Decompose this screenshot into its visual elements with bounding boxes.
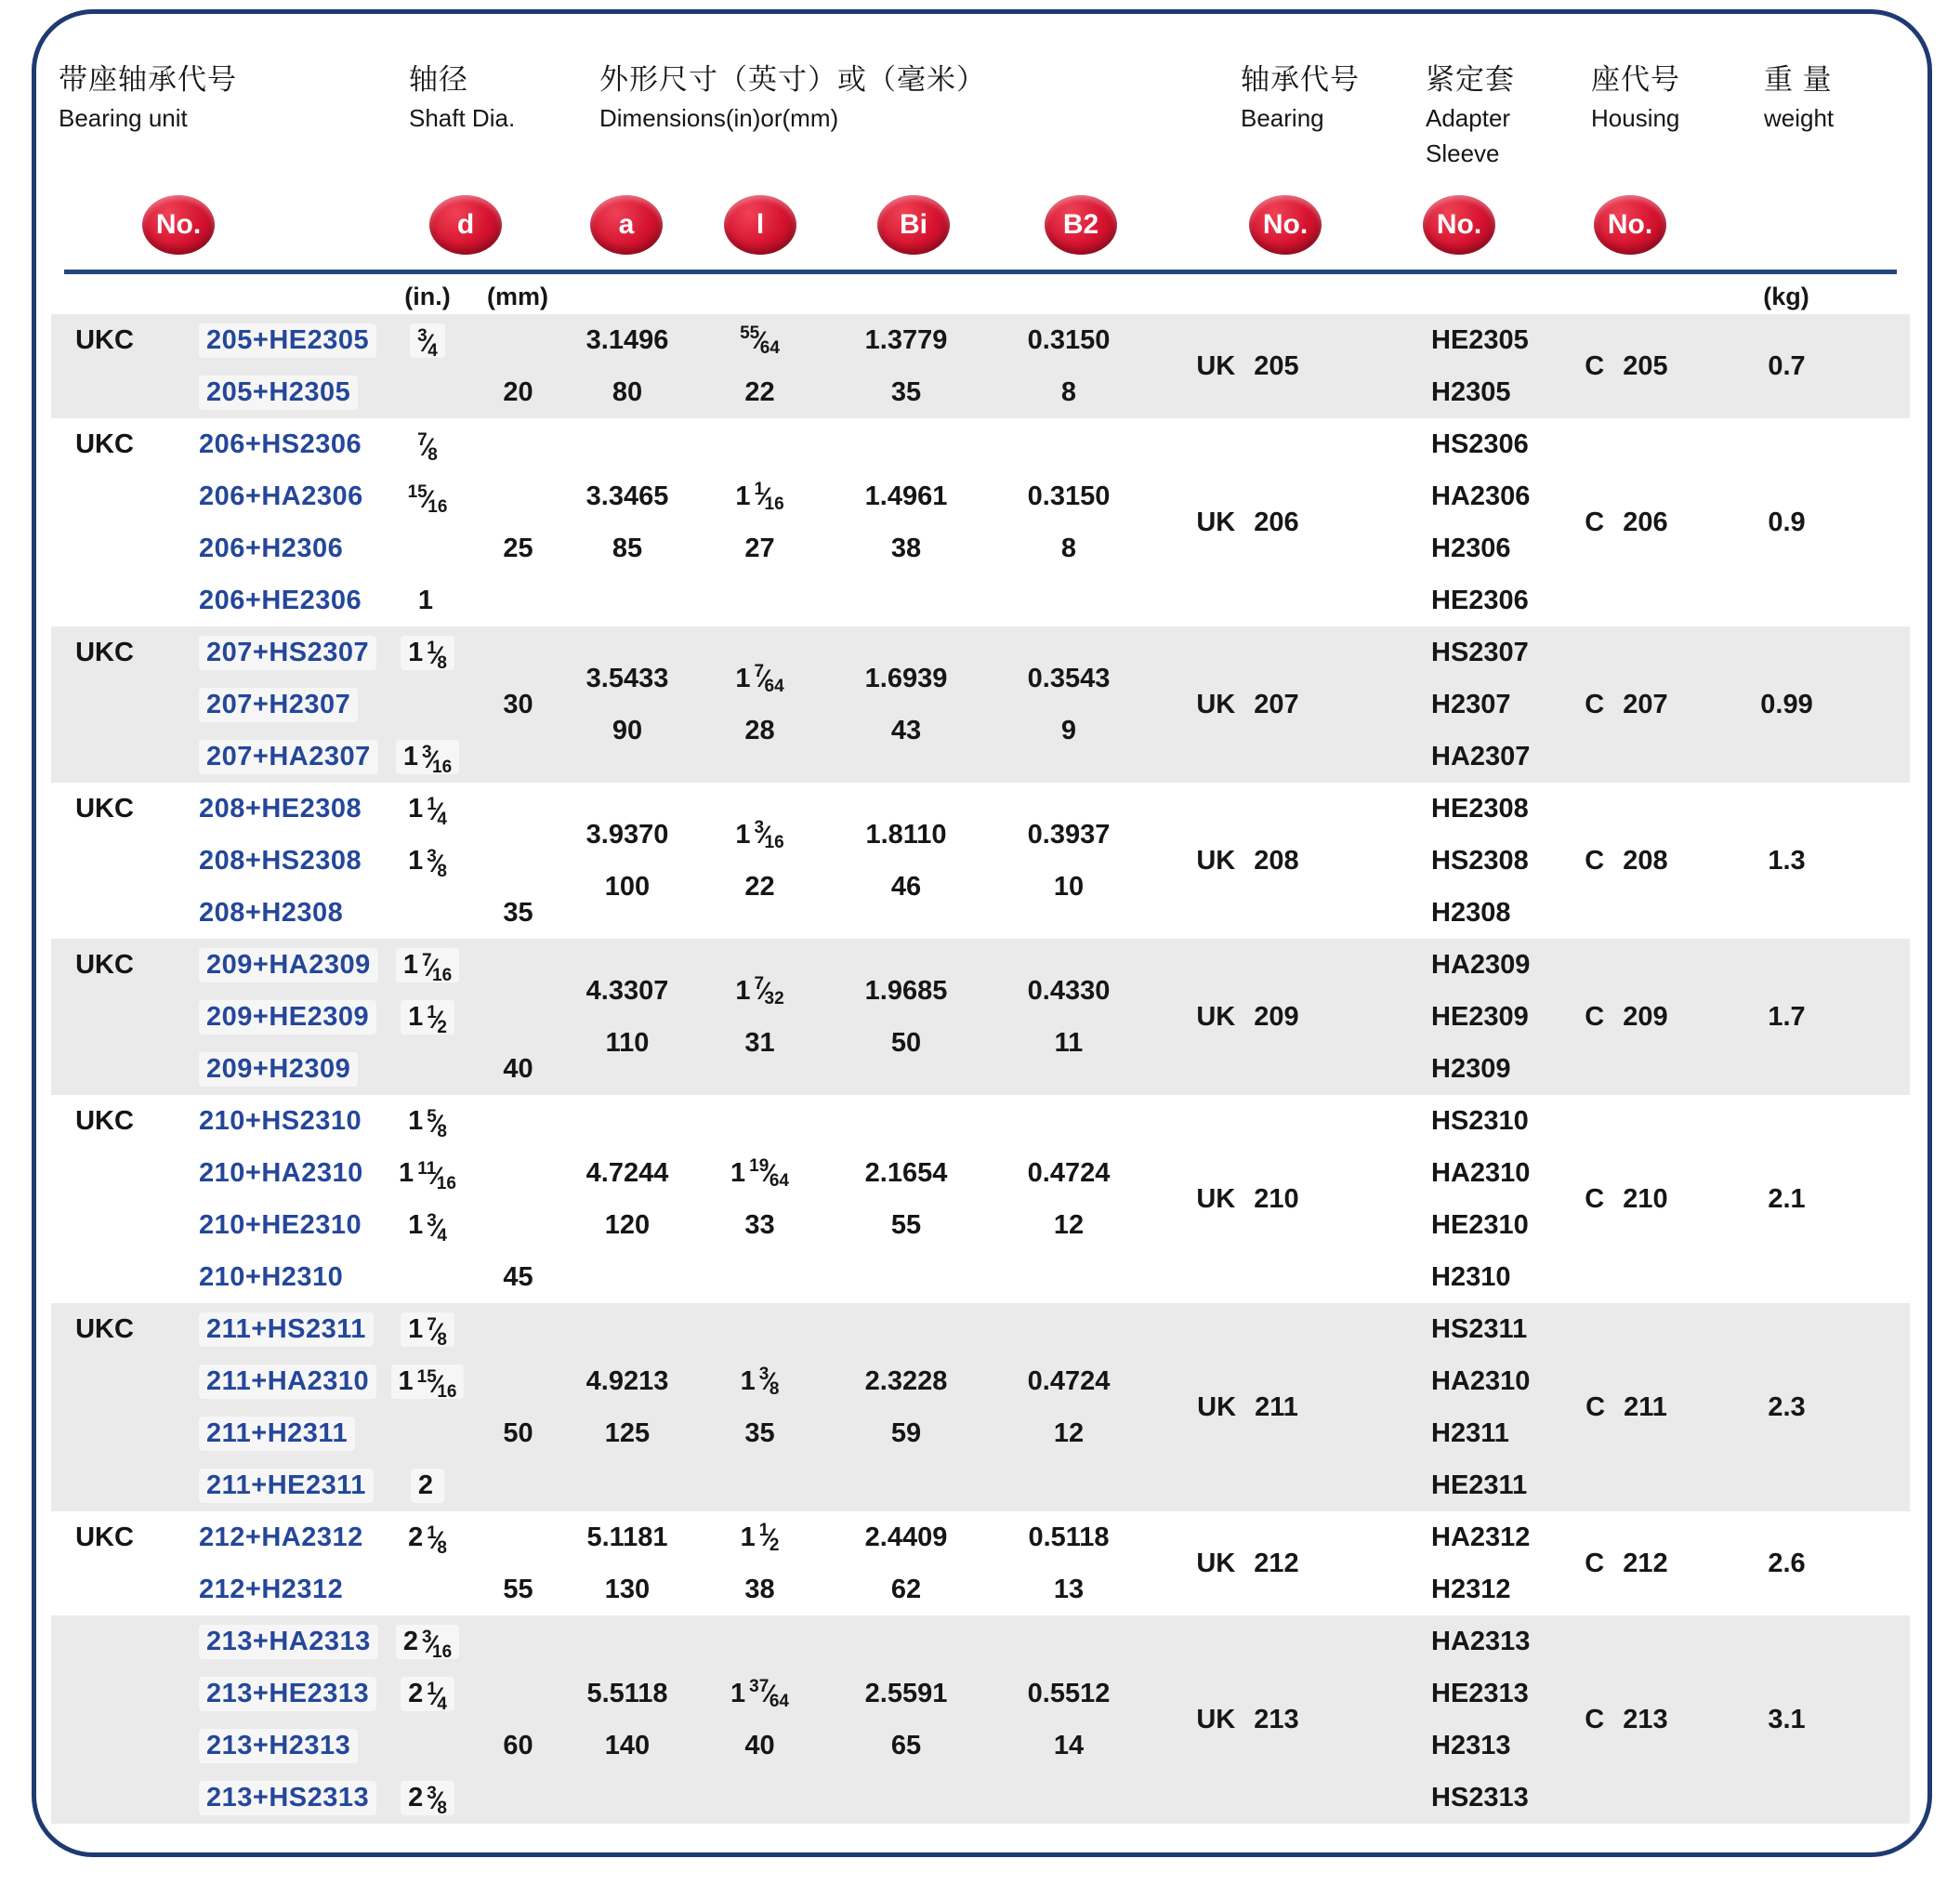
shaft-dia-in: 1 3 ⁄ 4 bbox=[408, 1209, 447, 1246]
dim-a-mm: 85 bbox=[612, 533, 643, 563]
dim-l bbox=[697, 783, 822, 939]
bearing-unit-no: 210+HE2310 bbox=[199, 1209, 362, 1240]
dim-a-inch: 3.9370 bbox=[585, 819, 669, 850]
bearing-no: UK 212 bbox=[1196, 1548, 1299, 1578]
dim-l-inch: 1 19 ⁄ 64 bbox=[730, 1155, 789, 1191]
adapter-sleeve-no: H2309 bbox=[1431, 1053, 1511, 1084]
dim-b2 bbox=[990, 939, 1148, 1095]
shaft-dia-in: 1 7 ⁄ 8 bbox=[376, 1303, 479, 1355]
adapter-sleeve-no: HS2306 bbox=[1431, 428, 1529, 459]
dim-b2 bbox=[990, 314, 1148, 418]
bearing-group-uk-205 bbox=[51, 314, 1910, 418]
dim-bi-mm: 59 bbox=[890, 1417, 922, 1448]
shaft-dia-in: 1 1 ⁄ 8 bbox=[376, 626, 479, 679]
dim-b2 bbox=[990, 418, 1148, 626]
housing-no: C 208 bbox=[1585, 845, 1668, 876]
dim-l bbox=[697, 1511, 822, 1615]
dim-a-mm: 100 bbox=[604, 871, 651, 902]
bearing-unit-no: 206+HE2306 bbox=[199, 585, 362, 615]
bearing-no: UK 206 bbox=[1196, 507, 1299, 537]
dim-l bbox=[697, 626, 822, 783]
page-content bbox=[51, 43, 1910, 1824]
shaft-dia-mm: 25 bbox=[503, 533, 533, 563]
shaft-dia-mm: 55 bbox=[503, 1574, 533, 1604]
header-bearing-en: Bearing bbox=[1241, 104, 1324, 132]
housing-no: C 211 bbox=[1585, 1391, 1667, 1422]
dim-b2 bbox=[990, 1095, 1148, 1303]
bearing-group-uk-206 bbox=[51, 418, 1910, 626]
dim-a bbox=[558, 418, 697, 626]
dim-a-mm: 140 bbox=[604, 1730, 651, 1760]
adapter-sleeve-no: HA2312 bbox=[1431, 1522, 1531, 1552]
weight-kg: 3.1 bbox=[1768, 1704, 1806, 1734]
shaft-dia-mm: 60 bbox=[503, 1730, 533, 1760]
dim-l bbox=[697, 418, 822, 626]
dim-l-mm: 38 bbox=[744, 1574, 775, 1604]
dim-a-inch: 4.3307 bbox=[585, 975, 669, 1006]
dim-bi bbox=[822, 939, 990, 1095]
header-housing-en: Housing bbox=[1591, 104, 1680, 132]
adapter-sleeve-no: HS2311 bbox=[1431, 1313, 1528, 1344]
bearing-no: UK 208 bbox=[1196, 845, 1299, 876]
dim-b2-inch: 0.4724 bbox=[1027, 1365, 1111, 1396]
dim-b2-inch: 0.4330 bbox=[1027, 975, 1111, 1006]
header-housing bbox=[1591, 56, 1680, 133]
weight-kg: 0.99 bbox=[1760, 689, 1813, 719]
adapter-sleeve-no: HS2313 bbox=[1431, 1782, 1529, 1812]
bearing-unit-no: 209+HA2309 bbox=[158, 939, 376, 991]
bearing-unit-no: 211+H2311 bbox=[158, 1407, 376, 1459]
dim-bi bbox=[822, 1511, 990, 1615]
dim-l-inch: 1 37 ⁄ 64 bbox=[730, 1676, 789, 1711]
badge-sleeve-no-icon: No. bbox=[1423, 195, 1495, 255]
header-adapter-sleeve bbox=[1426, 56, 1515, 168]
shaft-dia-in: 1 1 ⁄ 4 bbox=[408, 793, 447, 829]
bearing-unit-no: 208+HS2308 bbox=[199, 845, 362, 876]
badge-b2-icon: B2 bbox=[1045, 195, 1117, 255]
shaft-dia-in: 2 1 ⁄ 4 bbox=[376, 1668, 479, 1720]
header-dimensions-en: Dimensions(in)or(mm) bbox=[599, 104, 839, 132]
series-prefix: UKC bbox=[75, 428, 134, 459]
adapter-sleeve-no: HS2308 bbox=[1431, 845, 1529, 876]
dim-b2-inch: 0.3937 bbox=[1027, 819, 1111, 850]
header-bearing-zh: 轴承代号 bbox=[1241, 63, 1360, 96]
weight-kg: 2.6 bbox=[1768, 1548, 1806, 1578]
header-dimensions bbox=[599, 56, 986, 133]
header-housing-zh: 座代号 bbox=[1591, 63, 1680, 96]
weight-kg: 0.7 bbox=[1768, 350, 1806, 381]
dim-bi-mm: 50 bbox=[890, 1027, 922, 1058]
shaft-dia-in: 2 1 ⁄ 8 bbox=[408, 1522, 447, 1558]
weight-kg: 1.3 bbox=[1768, 845, 1806, 876]
bearing-no: UK 207 bbox=[1196, 689, 1299, 719]
shaft-dia-in: 1 11 ⁄ 16 bbox=[399, 1157, 456, 1193]
dim-a bbox=[558, 1095, 697, 1303]
dim-bi-mm: 46 bbox=[890, 871, 922, 902]
unit-label-kg: (kg) bbox=[1763, 283, 1809, 310]
dim-b2 bbox=[990, 1615, 1148, 1824]
dim-b2 bbox=[990, 1303, 1148, 1511]
shaft-dia-in: 1 5 ⁄ 8 bbox=[408, 1105, 447, 1141]
dim-bi-mm: 43 bbox=[890, 715, 922, 745]
adapter-sleeve-no: H2307 bbox=[1431, 689, 1511, 719]
bearing-no: UK 205 bbox=[1196, 350, 1299, 381]
badge-unit-no-icon: No. bbox=[142, 195, 215, 255]
header-bearing bbox=[1241, 56, 1360, 133]
dim-a bbox=[558, 1615, 697, 1824]
bearing-group-uk-210 bbox=[51, 1095, 1910, 1303]
dim-l-mm: 22 bbox=[744, 871, 775, 902]
dim-l-inch: 55 ⁄ 64 bbox=[740, 323, 780, 358]
dim-l-inch: 1 3 ⁄ 16 bbox=[735, 817, 784, 852]
header-shaft-dia bbox=[409, 56, 515, 133]
dim-b2-inch: 0.3150 bbox=[1027, 324, 1111, 355]
series-prefix: UKC bbox=[75, 1522, 134, 1552]
dim-a-mm: 125 bbox=[604, 1417, 651, 1448]
dim-bi bbox=[822, 1303, 990, 1511]
adapter-sleeve-no: HE2305 bbox=[1431, 324, 1529, 355]
adapter-sleeve-no: HE2306 bbox=[1431, 585, 1529, 615]
adapter-sleeve-no: HS2310 bbox=[1431, 1105, 1529, 1136]
dim-bi-inch: 1.8110 bbox=[865, 819, 947, 850]
series-prefix: UKC bbox=[75, 793, 134, 824]
adapter-sleeve-no: HE2309 bbox=[1431, 1001, 1529, 1032]
header-bearing-unit bbox=[59, 56, 237, 133]
shaft-dia-in: 1 bbox=[417, 585, 434, 615]
dim-b2 bbox=[990, 626, 1148, 783]
bearing-unit-no: 205+H2305 bbox=[158, 366, 376, 418]
shaft-dia-in: 1 7 ⁄ 16 bbox=[376, 939, 479, 991]
dim-l-mm: 22 bbox=[744, 376, 775, 407]
dim-bi-inch: 2.5591 bbox=[864, 1678, 948, 1708]
dim-bi bbox=[822, 1095, 990, 1303]
dim-b2 bbox=[990, 1511, 1148, 1615]
dim-a bbox=[558, 1303, 697, 1511]
housing-no: C 205 bbox=[1585, 350, 1668, 381]
badge-housing-no-icon: No. bbox=[1594, 195, 1666, 255]
dim-bi-mm: 65 bbox=[890, 1730, 922, 1760]
shaft-dia-in: 15 ⁄ 16 bbox=[407, 481, 448, 517]
bearing-unit-no: 206+H2306 bbox=[199, 533, 344, 563]
weight-kg: 1.7 bbox=[1768, 1001, 1806, 1032]
dim-bi-inch: 1.3779 bbox=[864, 324, 948, 355]
adapter-sleeve-no: H2308 bbox=[1431, 897, 1511, 928]
shaft-dia-mm: 50 bbox=[503, 1417, 533, 1448]
dim-l-inch: 1 3 ⁄ 8 bbox=[740, 1364, 780, 1399]
bearing-unit-no: 211+HE2311 bbox=[158, 1459, 376, 1511]
bearing-no: UK 210 bbox=[1196, 1183, 1299, 1214]
dim-b2-mm: 13 bbox=[1053, 1574, 1085, 1604]
shaft-dia-in: 1 3 ⁄ 16 bbox=[376, 731, 479, 783]
bearing-group-uk-212 bbox=[51, 1511, 1910, 1615]
dim-a bbox=[558, 626, 697, 783]
badge-bi-icon: Bi bbox=[877, 195, 950, 255]
housing-no: C 210 bbox=[1585, 1183, 1668, 1214]
shaft-dia-in: 2 bbox=[376, 1459, 479, 1511]
unit-label-inch: (in.) bbox=[404, 283, 451, 310]
dim-a-mm: 120 bbox=[604, 1209, 651, 1240]
dim-bi-inch: 2.3228 bbox=[864, 1365, 948, 1396]
badge-bearing-no-icon: No. bbox=[1249, 195, 1322, 255]
shaft-dia-mm: 30 bbox=[503, 689, 533, 719]
dim-a-mm: 130 bbox=[604, 1574, 651, 1604]
dim-bi-mm: 55 bbox=[890, 1209, 922, 1240]
dim-b2-mm: 8 bbox=[1060, 376, 1077, 407]
dim-b2-mm: 14 bbox=[1053, 1730, 1085, 1760]
adapter-sleeve-no: H2305 bbox=[1431, 376, 1511, 407]
bearing-unit-no: 210+H2310 bbox=[199, 1261, 344, 1292]
header-adapter-sleeve-en2: Sleeve bbox=[1426, 139, 1500, 167]
dim-a-mm: 90 bbox=[612, 715, 643, 745]
dim-l-inch: 1 1 ⁄ 16 bbox=[735, 479, 784, 514]
bearing-unit-no: 210+HA2310 bbox=[199, 1157, 363, 1188]
dim-l bbox=[697, 314, 822, 418]
bearing-unit-no: 210+HS2310 bbox=[199, 1105, 362, 1136]
dim-l-inch: 1 1 ⁄ 2 bbox=[740, 1520, 780, 1555]
bearing-unit-no: 207+H2307 bbox=[158, 679, 376, 731]
bearing-group-uk-213 bbox=[51, 1615, 1910, 1824]
header-weight bbox=[1764, 56, 1834, 133]
shaft-dia-mm: 45 bbox=[503, 1261, 533, 1292]
shaft-dia-mm: 40 bbox=[503, 1053, 533, 1084]
adapter-sleeve-no: HE2310 bbox=[1431, 1209, 1529, 1240]
dim-bi bbox=[822, 418, 990, 626]
adapter-sleeve-no: HA2310 bbox=[1431, 1157, 1531, 1188]
dim-l bbox=[697, 939, 822, 1095]
dim-l-inch: 1 7 ⁄ 32 bbox=[735, 973, 784, 1008]
dim-a-inch: 3.1496 bbox=[585, 324, 669, 355]
dim-a-mm: 80 bbox=[612, 376, 643, 407]
adapter-sleeve-no: HA2307 bbox=[1431, 741, 1531, 771]
dim-a-mm: 110 bbox=[605, 1027, 650, 1058]
bearing-unit-no: 208+H2308 bbox=[199, 897, 344, 928]
bearing-unit-no: 209+H2309 bbox=[158, 1043, 376, 1095]
dim-a bbox=[558, 783, 697, 939]
bearing-unit-no: 211+HA2310 bbox=[158, 1355, 376, 1407]
dim-l-mm: 35 bbox=[744, 1417, 775, 1448]
dim-a bbox=[558, 1511, 697, 1615]
housing-no: C 207 bbox=[1585, 689, 1668, 719]
adapter-sleeve-no: HS2307 bbox=[1431, 637, 1529, 667]
header-bearing-unit-zh: 带座轴承代号 bbox=[59, 63, 237, 96]
shaft-dia-in: 2 3 ⁄ 16 bbox=[376, 1615, 479, 1668]
bearing-group-uk-211 bbox=[51, 1303, 1910, 1511]
bearing-unit-no: 208+HE2308 bbox=[199, 793, 362, 824]
shaft-dia-in: 2 3 ⁄ 8 bbox=[376, 1772, 479, 1824]
bearing-unit-no: 213+H2313 bbox=[158, 1720, 376, 1772]
bearing-unit-no: 212+H2312 bbox=[199, 1574, 344, 1604]
adapter-sleeve-no: H2306 bbox=[1431, 533, 1511, 563]
dim-l-mm: 40 bbox=[744, 1730, 775, 1760]
dim-a-inch: 5.1181 bbox=[586, 1522, 668, 1552]
series-prefix: UKC bbox=[75, 1313, 134, 1344]
dim-b2-inch: 0.3543 bbox=[1027, 663, 1111, 693]
adapter-sleeve-no: H2313 bbox=[1431, 1730, 1511, 1760]
dim-b2 bbox=[990, 783, 1148, 939]
shaft-dia-in: 1 3 ⁄ 8 bbox=[408, 845, 447, 881]
dim-a-inch: 3.3465 bbox=[585, 481, 669, 511]
header-dimensions-zh: 外形尺寸（英寸）或（毫米） bbox=[599, 63, 986, 96]
series-prefix: UKC bbox=[75, 1105, 134, 1136]
dim-b2-inch: 0.5118 bbox=[1028, 1522, 1110, 1552]
badge-l-icon: l bbox=[724, 195, 796, 255]
adapter-sleeve-no: HE2313 bbox=[1431, 1678, 1529, 1708]
header-weight-en: weight bbox=[1764, 104, 1835, 132]
dim-b2-mm: 10 bbox=[1053, 871, 1085, 902]
dim-bi-mm: 62 bbox=[890, 1574, 922, 1604]
shaft-dia-mm: 20 bbox=[503, 376, 533, 407]
adapter-sleeve-no: H2311 bbox=[1431, 1417, 1509, 1448]
dim-l-mm: 31 bbox=[744, 1027, 775, 1058]
housing-no: C 206 bbox=[1585, 507, 1668, 537]
header-divider bbox=[64, 270, 1897, 274]
dim-bi-inch: 1.6939 bbox=[864, 663, 948, 693]
bearing-unit-no: 212+HA2312 bbox=[199, 1522, 363, 1552]
bearing-group-uk-207 bbox=[51, 626, 1910, 783]
dim-bi-mm: 35 bbox=[890, 376, 922, 407]
dim-l-inch: 1 7 ⁄ 64 bbox=[735, 661, 784, 696]
adapter-sleeve-no: HE2308 bbox=[1431, 793, 1529, 824]
dim-b2-inch: 0.5512 bbox=[1027, 1678, 1111, 1708]
badge-a-icon: a bbox=[590, 195, 663, 255]
bearing-group-uk-208 bbox=[51, 783, 1910, 939]
header-shaft-dia-zh: 轴径 bbox=[409, 63, 468, 96]
bearing-no: UK 211 bbox=[1197, 1391, 1298, 1422]
dim-bi bbox=[822, 1615, 990, 1824]
dim-b2-inch: 0.3150 bbox=[1027, 481, 1111, 511]
weight-kg: 2.3 bbox=[1768, 1391, 1806, 1422]
dim-b2-mm: 8 bbox=[1060, 533, 1077, 563]
unit-label-mm: (mm) bbox=[487, 283, 548, 310]
dim-bi bbox=[822, 783, 990, 939]
header-adapter-sleeve-zh: 紧定套 bbox=[1426, 63, 1515, 96]
dim-l bbox=[697, 1095, 822, 1303]
bearing-unit-no: 206+HS2306 bbox=[199, 428, 362, 459]
bearing-no: UK 209 bbox=[1196, 1001, 1299, 1032]
dim-b2-mm: 9 bbox=[1060, 715, 1077, 745]
bearing-unit-no: 206+HA2306 bbox=[199, 481, 363, 511]
dim-bi-inch: 1.4961 bbox=[864, 481, 948, 511]
header-adapter-sleeve-en1: Adapter bbox=[1426, 104, 1511, 132]
header-shaft-dia-en: Shaft Dia. bbox=[409, 104, 516, 132]
dim-a-inch: 3.5433 bbox=[585, 663, 669, 693]
dim-l bbox=[697, 1615, 822, 1824]
dim-b2-mm: 12 bbox=[1053, 1209, 1085, 1240]
header-weight-zh: 重 量 bbox=[1764, 63, 1833, 96]
dim-bi-inch: 1.9685 bbox=[864, 975, 948, 1006]
dim-a-inch: 4.9213 bbox=[585, 1365, 669, 1396]
adapter-sleeve-no: HA2309 bbox=[1431, 949, 1531, 980]
shaft-dia-in: 7 ⁄ 8 bbox=[417, 429, 438, 465]
adapter-sleeve-no: HA2313 bbox=[1431, 1626, 1531, 1656]
bearing-unit-no: 211+HS2311 bbox=[158, 1303, 376, 1355]
table-header bbox=[51, 43, 1910, 314]
bearing-unit-no: 207+HA2307 bbox=[158, 731, 376, 783]
housing-no: C 212 bbox=[1585, 1548, 1668, 1578]
dim-a bbox=[558, 939, 697, 1095]
bearing-unit-no: 213+HS2313 bbox=[158, 1772, 376, 1824]
adapter-sleeve-no: H2312 bbox=[1431, 1574, 1511, 1604]
dim-l-mm: 28 bbox=[744, 715, 775, 745]
bearing-unit-no: 207+HS2307 bbox=[158, 626, 376, 679]
dim-l-mm: 27 bbox=[744, 533, 775, 563]
bearing-no: UK 213 bbox=[1196, 1704, 1299, 1734]
dim-a bbox=[558, 314, 697, 418]
adapter-sleeve-no: HA2310 bbox=[1431, 1365, 1531, 1396]
dim-l bbox=[697, 1303, 822, 1511]
dim-bi-inch: 2.1654 bbox=[864, 1157, 948, 1188]
dim-bi-mm: 38 bbox=[890, 533, 922, 563]
bearing-unit-no: 205+HE2305 bbox=[158, 314, 376, 366]
table-body bbox=[51, 314, 1910, 1824]
series-prefix: UKC bbox=[75, 324, 134, 355]
bearing-group-uk-209 bbox=[51, 939, 1910, 1095]
shaft-dia-mm: 35 bbox=[503, 897, 533, 928]
shaft-dia-in: 1 15 ⁄ 16 bbox=[376, 1355, 479, 1407]
adapter-sleeve-no: HA2306 bbox=[1431, 481, 1531, 511]
badge-d-icon: d bbox=[429, 195, 502, 255]
series-prefix: UKC bbox=[75, 637, 134, 667]
dim-b2-mm: 12 bbox=[1053, 1417, 1085, 1448]
bearing-unit-no: 213+HA2313 bbox=[158, 1615, 376, 1668]
adapter-sleeve-no: HE2311 bbox=[1431, 1470, 1528, 1500]
shaft-dia-in: 3 ⁄ 4 bbox=[376, 314, 479, 366]
weight-kg: 0.9 bbox=[1768, 507, 1806, 537]
adapter-sleeve-no: H2310 bbox=[1431, 1261, 1511, 1292]
weight-kg: 2.1 bbox=[1768, 1183, 1806, 1214]
dim-b2-inch: 0.4724 bbox=[1027, 1157, 1111, 1188]
dim-b2-mm: 11 bbox=[1054, 1027, 1084, 1058]
housing-no: C 209 bbox=[1585, 1001, 1668, 1032]
dim-bi-inch: 2.4409 bbox=[864, 1522, 948, 1552]
bearing-unit-no: 213+HE2313 bbox=[158, 1668, 376, 1720]
dim-bi bbox=[822, 314, 990, 418]
shaft-dia-in: 1 1 ⁄ 2 bbox=[376, 991, 479, 1043]
dim-bi bbox=[822, 626, 990, 783]
dim-l-mm: 33 bbox=[744, 1209, 775, 1240]
series-prefix: UKC bbox=[75, 949, 134, 980]
header-bearing-unit-en: Bearing unit bbox=[59, 104, 188, 132]
housing-no: C 213 bbox=[1585, 1704, 1668, 1734]
dim-a-inch: 5.5118 bbox=[586, 1678, 668, 1708]
bearing-unit-no: 209+HE2309 bbox=[158, 991, 376, 1043]
dim-a-inch: 4.7244 bbox=[585, 1157, 669, 1188]
